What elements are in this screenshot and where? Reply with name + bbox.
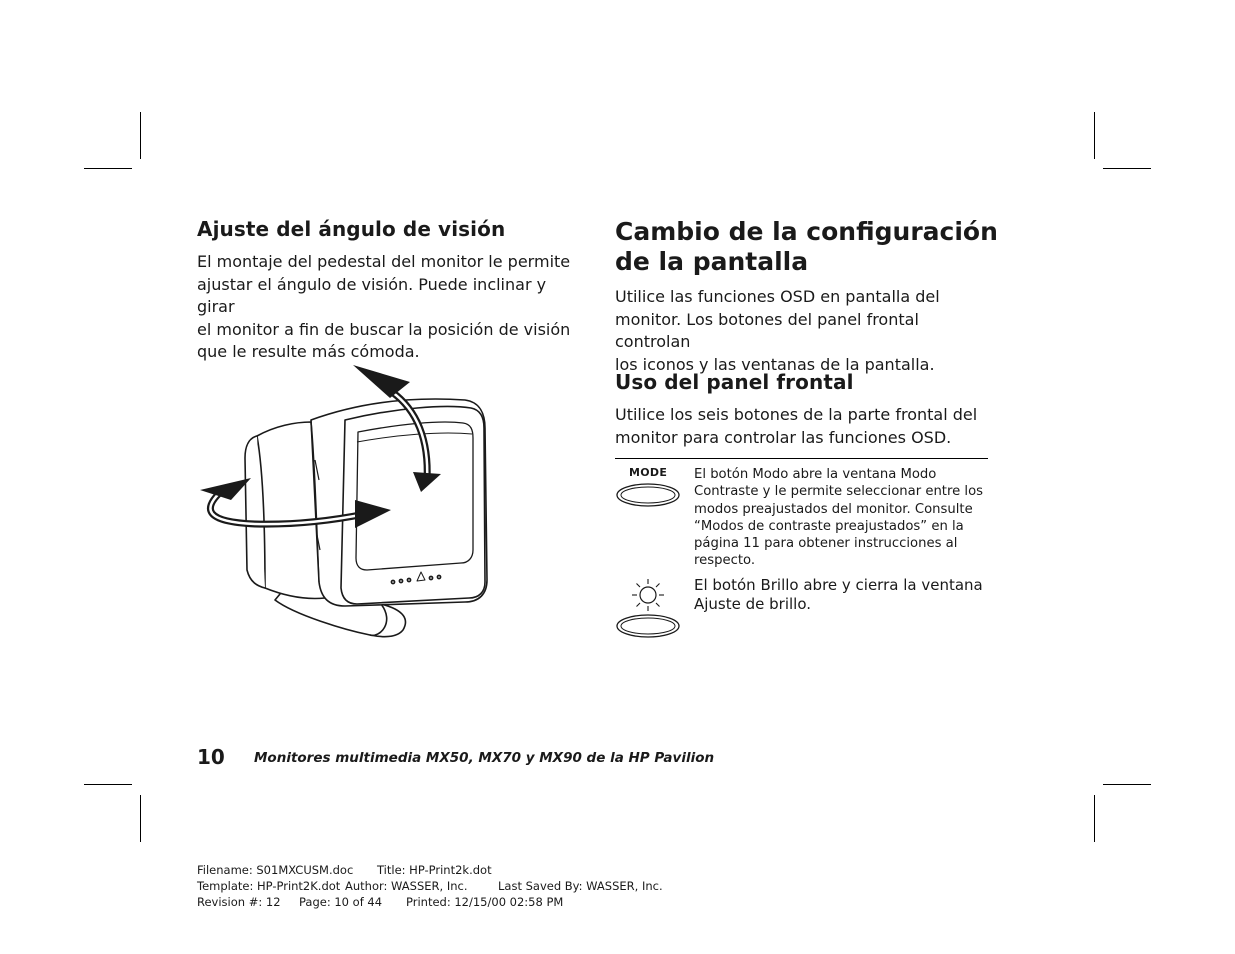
brightness-button-description: El botón Brillo abre y cierra la ventana Ajuste de brillo. [694, 576, 983, 613]
osd-intro-paragraph: Utilice las funciones OSD en pantalla del monitor. Los botones del panel frontal controlan los iconos y las ventanas de la pantalla. [615, 287, 940, 374]
crop-mark [1103, 784, 1151, 785]
crop-mark [84, 168, 132, 169]
brightness-button-icon [615, 613, 681, 639]
crop-mark [1094, 795, 1095, 842]
front-panel-paragraph: Utilice los seis botones de la parte frontal del monitor para controlar las funciones OSD. [615, 405, 978, 447]
monitor-tilt-swivel-illustration [195, 360, 495, 642]
page-number: 10 [197, 745, 225, 769]
crop-mark [1103, 168, 1151, 169]
mode-button-label: MODE [629, 466, 668, 479]
crop-mark [1094, 112, 1095, 159]
crop-mark [140, 795, 141, 842]
page-title: Cambio de la configuración de la pantalla [615, 217, 998, 276]
crop-mark [84, 784, 132, 785]
viewing-angle-paragraph: El montaje del pedestal del monitor le permite ajustar el ángulo de visión. Puede inclinar y girar el monitor a fin de buscar la posición de visión que le resulte más cómoda. [197, 252, 571, 361]
mode-button-description: El botón Modo abre la ventana Modo Contraste y le permite seleccionar entre los modos preajustados del monitor. Consulte “Modos de contraste preajustados” en la página 11 para obtener instrucciones al respecto. [694, 467, 984, 569]
crop-mark [140, 112, 141, 159]
running-footer-title: Monitores multimedia MX50, MX70 y MX90 de la HP Pavilion [254, 750, 715, 766]
document-metadata: Filename: S01MXCUSM.doc Title: HP-Print2k.dot Template: HP-Print2K.dot Author: WASSER, Inc. Last Saved By: WASSER, Inc. Revision #: 12 Page: 10 of 44 Printed: 12/15/00 02:58 PM [197, 863, 663, 909]
brightness-sun-icon [631, 578, 665, 612]
section-heading-viewing-angle: Ajuste del ángulo de visión [197, 217, 506, 241]
section-divider [615, 458, 988, 459]
section-heading-front-panel: Uso del panel frontal [615, 370, 854, 394]
mode-button-icon [615, 482, 681, 508]
